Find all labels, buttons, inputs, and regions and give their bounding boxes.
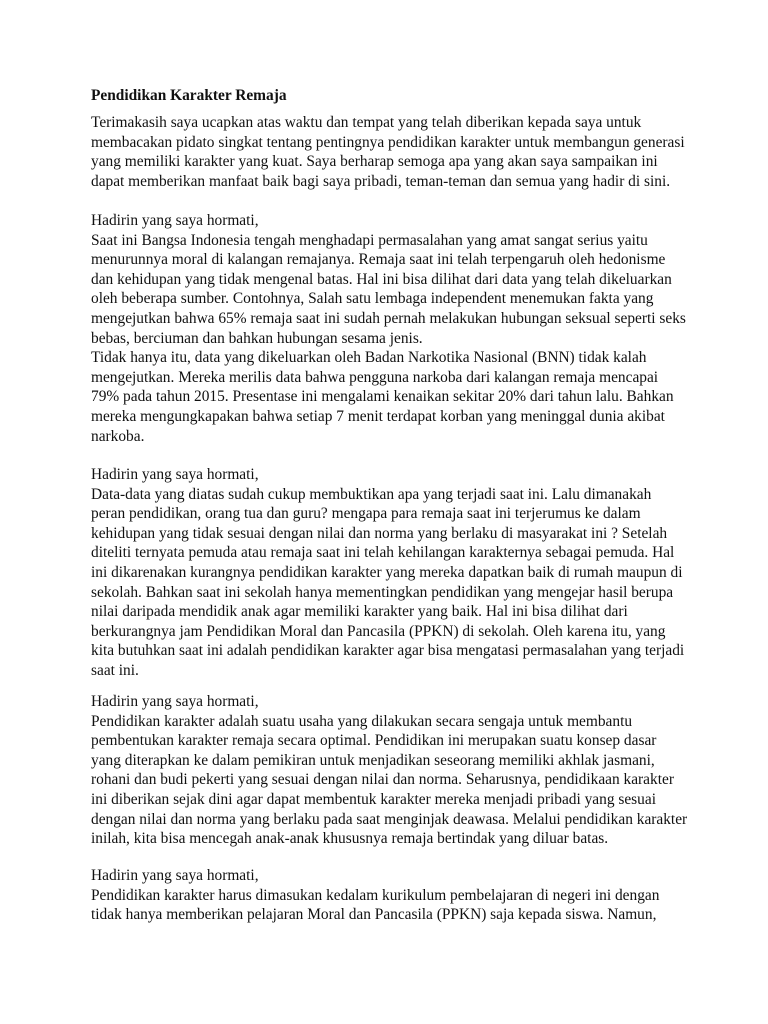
text-line: pembentukan karakter remaja secara optimal. Pendidikan ini merupakan suatu konsep dasar <box>91 732 657 750</box>
text-line: kehidupan yang tidak sesuai dengan nilai dan norma yang berlaku di masyarakat ini ? Setelah <box>91 524 668 542</box>
paragraph-5 <box>91 866 659 925</box>
text-line: mereka mengungkapakan bahwa setiap 7 menit terdapat korban yang meninggal dunia akibat <box>91 407 665 425</box>
text-line: ini dikarenakan kurangnya pendidikan karakter yang mereka dapatkan baik di rumah maupun di <box>91 563 683 581</box>
paragraph-2 <box>91 211 686 446</box>
text-line: mengejutkan bahwa 65% remaja saat ini sudah pernah melakukan hubungan seksual seperti seks <box>91 309 686 327</box>
text-line: yang diterapkan ke dalam pemikiran untuk menjadikan seseorang memiliki akhlak jasmani, <box>91 751 655 769</box>
text-line: Hadirin yang saya hormati, <box>91 212 259 229</box>
text-line: Saat ini Bangsa Indonesia tengah menghadapi permasalahan yang amat sangat serius yaitu <box>91 231 648 249</box>
text-line: Hadirin yang saya hormati, <box>91 466 259 483</box>
document-title: Pendidikan Karakter Remaja <box>91 87 287 104</box>
text-line: kita butuhkan saat ini adalah pendidikan karakter agar bisa mengatasi permasalahan yang terjadi <box>91 642 685 660</box>
text-line: sekolah. Bahkan saat ini sekolah hanya mementingkan pendidikan yang mengejar hasil berupa <box>91 583 674 601</box>
text-line: Tidak hanya itu, data yang dikeluarkan oleh Badan Narkotika Nasional (BNN) tidak kalah <box>91 349 647 367</box>
text-line: Hadirin yang saya hormati, <box>91 693 259 710</box>
text-line: dengan nilai dan norma yang berlaku pada saat menginjak deawasa. Melalui pendidikan karakter <box>91 810 688 828</box>
text-line: ini diberikan sejak dini agar dapat membentuk karakter mereka menjadi pribadi yang sesuai <box>91 790 656 808</box>
text-line: dan kehidupan yang tidak mengenal batas. Hal ini bisa dilihat dari data yang telah dikeluarkan <box>91 270 672 288</box>
text-line: Terimakasih saya ucapkan atas waktu dan tempat yang telah diberikan kepada saya untuk <box>91 114 642 131</box>
paragraph-1 <box>91 113 685 191</box>
text-line: yang memiliki karakter yang kuat. Saya berharap semoga apa yang akan saya sampaikan ini <box>91 153 658 171</box>
text-line: berkurangnya jam Pendidikan Moral dan Pancasila (PPKN) di sekolah. Oleh karena itu, yang <box>91 622 666 640</box>
text-line: membacakan pidato singkat tentang pentingnya pendidikan karakter untuk membangun generasi <box>91 133 685 151</box>
text-line: Data-data yang diatas sudah cukup membuktikan apa yang terjadi saat ini. Lalu dimanakah <box>91 485 652 503</box>
text-line: mengejutkan. Mereka merilis data bahwa pengguna narkoba dari kalangan remaja mencapai <box>91 368 659 386</box>
text-line: narkoba. <box>91 427 145 445</box>
text-line: Hadirin yang saya hormati, <box>91 867 259 884</box>
text-line: peran pendidikan, orang tua dan guru? mengapa para remaja saat ini terjerumus ke dalam <box>91 505 641 523</box>
text-line: oleh beberapa sumber. Contohnya, Salah satu lembaga independent menemukan fakta yang <box>91 290 654 308</box>
text-line: dapat memberikan manfaat baik bagi saya pribadi, teman-teman dan semua yang hadir di sini. <box>91 172 671 190</box>
text-line: Pendidikan karakter adalah suatu usaha yang dilakukan secara sengaja untuk membantu <box>91 712 633 730</box>
text-line: inilah, kita bisa mencegah anak-anak khususnya remaja bertindak yang diluar batas. <box>91 830 609 848</box>
text-line: diteliti ternyata pemuda atau remaja saat ini telah kehilangan karakternya sebagai pemuda. Hal <box>91 544 675 562</box>
text-line: rohani dan budi pekerti yang sesuai dengan nilai dan norma. Seharusnya, pendidikaan karakter <box>91 771 674 789</box>
text-line: saat ini. <box>91 661 139 679</box>
text-line: Pendidikan karakter harus dimasukan kedalam kurikulum pembelajaran di negeri ini dengan <box>91 886 660 904</box>
text-line: bebas, berciuman dan bahkan hubungan sesama jenis. <box>91 329 423 347</box>
text-line: menurunnya moral di kalangan remajanya. Remaja saat ini telah terpengaruh oleh hedonisme <box>91 251 666 269</box>
text-line: tidak hanya memberikan pelajaran Moral dan Pancasila (PPKN) saja kepada siswa. Namun, <box>91 906 657 924</box>
text-line: nilai daripada mendidik anak agar memiliki karakter yang baik. Hal ini bisa dilihat dari <box>91 603 628 621</box>
text-line: 79% pada tahun 2015. Presentase ini mengalami kenaikan sekitar 20% dari tahun lalu. Bahkan <box>91 388 674 406</box>
paragraph-4 <box>91 692 687 849</box>
paragraph-3 <box>91 465 684 681</box>
